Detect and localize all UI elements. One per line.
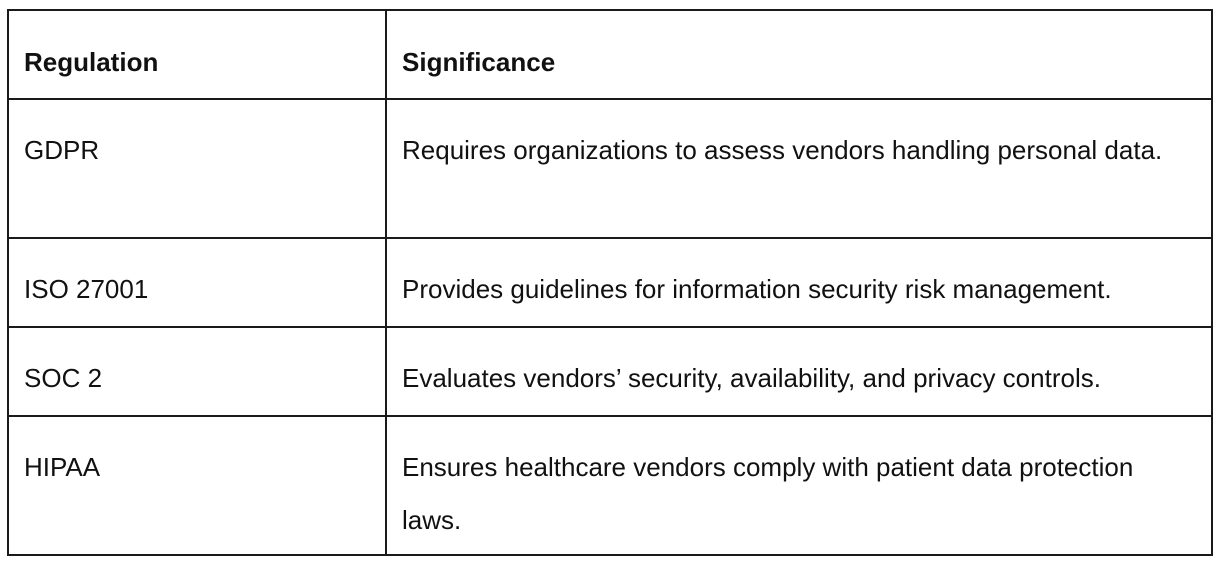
- table-header-row: [8, 10, 1212, 99]
- header-regulation: Regulation: [8, 10, 386, 99]
- significance-cell: Provides guidelines for information security risk management.: [386, 238, 1212, 327]
- table-row: [8, 238, 1212, 327]
- table-row: [8, 416, 1212, 555]
- table-row: [8, 99, 1212, 238]
- regulation-cell: SOC 2: [8, 327, 386, 416]
- significance-cell: Evaluates vendors’ security, availability, and privacy controls.: [386, 327, 1212, 416]
- significance-cell: Requires organizations to assess vendors handling personal data.: [386, 99, 1212, 238]
- regulation-cell: ISO 27001: [8, 238, 386, 327]
- significance-cell: Ensures healthcare vendors comply with patient data protection laws.: [386, 416, 1212, 555]
- regulation-cell: GDPR: [8, 99, 386, 238]
- table-row: [8, 327, 1212, 416]
- regulations-table: [7, 9, 1213, 556]
- regulation-cell: HIPAA: [8, 416, 386, 555]
- header-significance: Significance: [386, 10, 1212, 99]
